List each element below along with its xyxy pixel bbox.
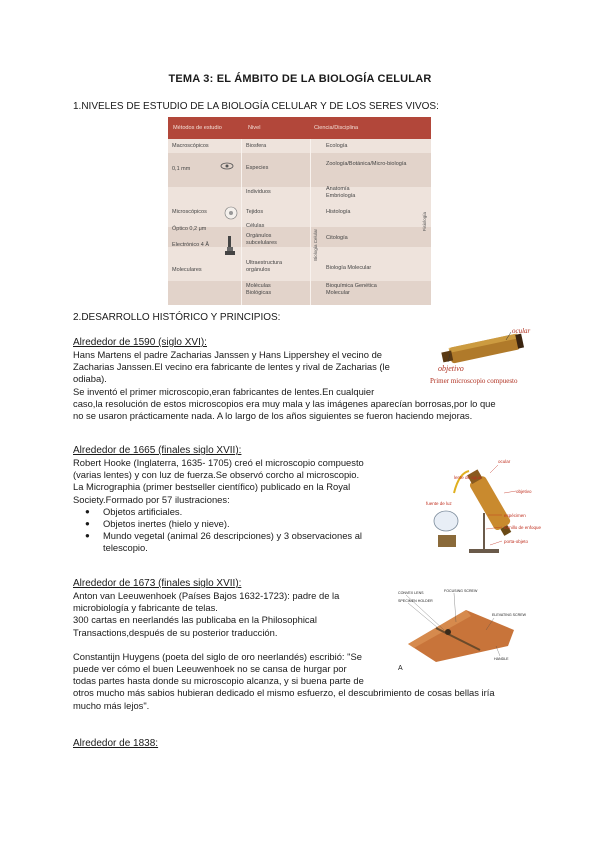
fig3-label: HANDLE: [494, 657, 509, 661]
fig1-caption: Primer microscopio compuesto: [430, 377, 518, 385]
block-1590-line: odiaba).: [73, 373, 107, 385]
science-cell: Biología Molecular: [326, 265, 372, 271]
block-1590-line: Se inventó el primer microscopio,eran fabricantes de lentes.En cualquier: [73, 385, 375, 397]
page-title: TEMA 3: EL ÁMBITO DE LA BIOLOGÍA CELULAR: [168, 73, 432, 85]
block-1590-heading: Alrededor de 1590 (siglo XVI):: [73, 337, 207, 348]
section-1-heading: 1.NIVELES DE ESTUDIO DE LA BIOLOGÍA CELULAR Y DE LOS SERES VIVOS:: [73, 101, 439, 112]
microscope-icon: [223, 235, 237, 257]
quote-line: todas partes hasta donde su microscopio alcanza, y si buena parte de: [73, 675, 364, 687]
science-cell: Histología: [326, 209, 351, 215]
level-cell: Tejidos: [246, 209, 264, 215]
fig2-label: ocular: [498, 459, 511, 464]
level-cell: Biosfera: [246, 143, 267, 149]
block-1673-line: Transactions,después de su posterior traducción.: [73, 626, 278, 638]
block-1673-line: microbiología y fabricante de telas.: [73, 602, 218, 614]
method-cell: Electrónico 4 Å: [172, 242, 209, 248]
fig2-label: porta-objeto: [504, 539, 529, 544]
method-cell: Microscópicos: [172, 209, 207, 215]
block-1590-line: Zacharias Janssen.El vecino era fabricante de lentes y rival de Zacharias (le: [73, 361, 390, 373]
fig1-label-ocular: ocular: [512, 327, 531, 335]
science-cell: Citología: [326, 235, 348, 241]
method-cell: 0,1 mm: [172, 166, 191, 172]
illustrations-list: [73, 506, 364, 543]
list-item: ● Objetos inertes (hielo y nieve).: [73, 518, 364, 530]
fig2-label: tornillo de enfoque: [504, 525, 542, 530]
list-item: ● Objetos artificiales.: [73, 506, 364, 518]
list-item: ● Mundo vegetal (animal 26 descripciones) y 3 observaciones al: [73, 530, 364, 542]
block-1673-line: 300 cartas en neerlandés las publicaba en la Philosophical: [73, 614, 317, 626]
science-cell: Anatomía Embriología: [326, 186, 356, 199]
levels-table: [168, 117, 431, 305]
science-cell: Bioquímica Genética Molecular: [326, 283, 377, 296]
block-1838-heading: Alrededor de 1838:: [73, 738, 159, 749]
fig2-label: objetivo: [516, 489, 532, 494]
level-cell: Moléculas Biológicas: [246, 283, 272, 296]
block-1590-line: no se usaron prácticamente nada. A lo largo de los años siguientes se fueron haciendo mejoras.: [73, 410, 473, 422]
method-cell: Moleculares: [172, 267, 202, 273]
block-1665-line: La Micrographia (primer bestseller científico) publicado en la Royal: [73, 481, 351, 493]
level-cell: Especies: [246, 165, 269, 171]
leeuwenhoek-microscope-image: [396, 586, 526, 674]
science-cell: Zoología/Botánica/Micro-biología: [326, 161, 407, 167]
fig2-label: fuente de luz: [426, 501, 452, 506]
level-cell: Células: [246, 223, 265, 229]
block-1590-line: caso,la resolución de estos microscopios era muy mala y las imágenes aparecían borrosas,por lo que: [73, 397, 496, 409]
level-cell: Orgánulos subcelulares: [246, 233, 277, 246]
block-1665-line: (varias lentes) y con luz de fuerza.Se observó corcho al microscopio.: [73, 469, 360, 481]
fig2-label: lente de agua: [454, 475, 482, 480]
method-cell: Macroscópicos: [172, 143, 209, 149]
quote-line: Constantijn Huygens (poeta del siglo de oro neerlandés) escribió: "Se: [73, 650, 362, 662]
fig3-label: FOCUSING SCREW: [444, 589, 478, 593]
eye-icon: [220, 161, 234, 171]
fig2-label: espécimen: [504, 513, 526, 518]
science-cell: Ecología: [326, 143, 348, 149]
quote-line: otros mucho más sabios hubieran dedicado el mismo esfuerzo, el descubrimiento de cosas bellas iría: [73, 687, 495, 699]
level-cell: Ultraestructura orgánulos: [246, 260, 283, 273]
block-1665-heading: Alrededor de 1665 (finales siglo XVII):: [73, 445, 242, 456]
header-science: Ciencia/Disciplina: [314, 125, 359, 131]
block-1665-line: Society.Formado por 57 ilustraciones:: [73, 493, 230, 505]
method-cell: Óptico 0,2 μm: [172, 226, 207, 232]
fig3-label: SPECIMEN HOLDER: [398, 599, 433, 603]
side-label-cell-biology: Biología Celular: [313, 229, 318, 261]
cell-diagram-icon: [223, 205, 239, 221]
block-1673-line: Anton van Leeuwenhoek (Países Bajos 1632-1723): padre de la: [73, 590, 340, 601]
fig1-label-objetivo: objetivo: [438, 364, 464, 373]
block-1590-line: Hans Martens el padre Zacharias Janssen y Hans Lippershey el vecino de: [73, 349, 383, 360]
block-1673-heading: Alrededor de 1673 (finales siglo XVII):: [73, 578, 242, 589]
level-cell: Individuos: [246, 189, 271, 195]
table-header: [168, 117, 431, 139]
list-item-continuation: telescopio.: [103, 542, 148, 554]
section-2-heading: 2.DESARROLLO HISTÓRICO Y PRINCIPIOS:: [73, 312, 281, 323]
hooke-microscope-image: [424, 453, 544, 558]
quote-line: mucho más lejos".: [73, 699, 150, 711]
fig3-label: CONVEX LENS: [398, 591, 424, 595]
fig3-label: ELEVATING SCREW: [492, 613, 527, 617]
side-label-physiology: Fisiología: [422, 212, 427, 232]
quote-line: puede ver cómo el buen Leeuwenhoek no se cansa de hurgar por: [73, 663, 347, 675]
fig3-letter: A: [398, 665, 403, 672]
header-methods: Métodos de estudio: [173, 125, 222, 131]
header-level: Nivel: [248, 125, 261, 131]
block-1665-line: Robert Hooke (Inglaterra, 1635- 1705) creó el microscopio compuesto: [73, 457, 364, 468]
